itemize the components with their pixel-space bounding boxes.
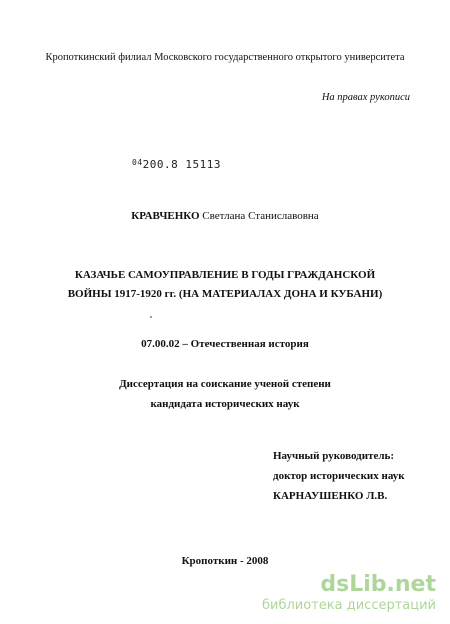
watermark-subtitle: библиотека диссертаций [262,598,436,613]
supervisor-degree: доктор исторических наук [273,470,405,482]
supervisor-block [273,446,405,506]
degree-line-1: Диссертация на соискание ученой степени [119,378,331,390]
city-year: Кропоткин - 2008 [181,555,269,567]
watermark-logo: dsLib.net [320,572,436,597]
supervisor-label: Научный руководитель: [273,450,394,462]
library-stamp [132,158,221,171]
title-line-1: КАЗАЧЬЕ САМОУПРАВЛЕНИЕ В ГОДЫ ГРАЖДАНСКОЙ [74,269,376,281]
supervisor-name: КАРНАУШЕНКО Л.В. [273,490,388,502]
institution-header: Кропоткинский филиал Московского государственного открытого университета [45,52,405,63]
author-given-names: Светлана Станиславовна [202,210,319,222]
degree-line-2: кандидата исторических наук [150,398,300,410]
author-name [0,210,450,222]
scan-speck [150,316,152,318]
degree-statement [0,374,450,414]
stamp-number: 200.8 15113 [142,158,221,171]
title-line-2: ВОЙНЫ 1917-1920 гг. (НА МАТЕРИАЛАХ ДОНА И КУБАНИ) [67,288,383,300]
stamp-prefix: 04 [132,158,143,167]
author-surname: КРАВЧЕНКО [131,210,200,222]
dissertation-title [0,266,450,304]
specialty: 07.00.02 – Отечественная история [141,338,309,350]
rights-note: На правах рукописи [321,92,410,103]
